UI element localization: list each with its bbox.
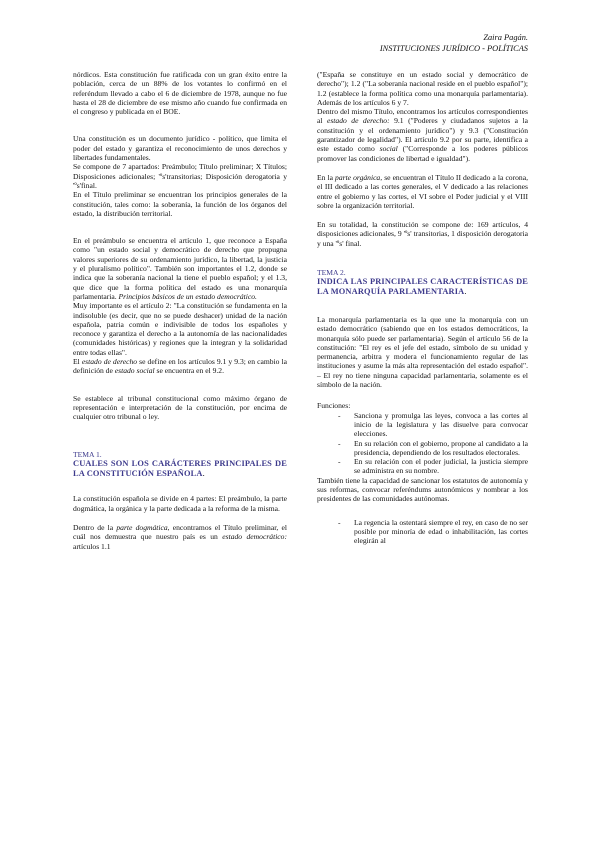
author-name: Zaira Pagán. [483,33,528,42]
paragraph: nórdicos. Esta constitución fue ratificada con un gran éxito entre la población, cerca de un 88% de los votantes lo confirmó en el referéndum llevado a cabo el 6 de diciembre de 1978, aunque no fue hasta el 28 de diciembre de ese mismo año cuando fue confirmada en el congreso y publicada en el BOE. [73,70,287,117]
paragraph: Se establece al tribunal constitucional como máximo órgano de representación e interpretación de la constitución, por encima de cualquier otro tribunal o ley. [73,393,287,422]
paragraph: ("España se constituye en un estado social y democrático de derecho"); 1.2 ("La soberanía nacional reside en el pueblo español"); 1.2 (establece la forma política como una monarquía parlamentaria). Además de los artículos 6 y 7. [317,70,528,107]
section-label: TEMA 2. [317,268,346,278]
left-column [73,70,287,551]
paragraph: La constitución española se divide en 4 partes: El preámbulo, la parte dogmática, la orgánica y la parte dedicada a la reforma de la misma. [73,494,287,513]
list-item: - La regencia la ostentará siempre el rey, en caso de no ser posible por minoría de edad o inhabilitación, las cortes elegirán al [338,517,528,546]
section-heading: CUALES SON LOS CARÁCTERES PRINCIPALES DE LA CONSTITUCIÓN ESPAÑOLA. [73,458,287,478]
paragraph: En el Título preliminar se encuentran los principios generales de la constitución, tales como: la soberanía, la función de los órganos del estado, la distribución territorial. [73,190,287,218]
list-label: Funciones: [317,401,351,411]
paragraph: También tiene la capacidad de sancionar los estatutos de autonomía y sus reformas, convocar referéndums autonómicos y nombrar a los presidentes de las comunidades autónomas. [317,475,528,504]
paragraph: En la parte orgánica, se encuentran el Título II dedicado a la corona, el III dedicado a las cortes generales, el V dedicado a las relaciones entre el gobierno y las cortes, el VI sobre el Poder judicial y el VIII sobre la organización territorial. [317,172,528,210]
paragraph: En el preámbulo se encuentra el artículo 1, que reconoce a España como "un estado social y democrático de derecho que propugna valores superiores de su ordenamiento jurídico, la libertad, la justicia y el pluralismo político". También son importantes el 1.2, donde se indica que la soberanía nacional la tiene el pueblo español; y el 1.3, que dice que la forma política del estado es una monarquía parlamentaria. Principios básicos de un estado democrático. [73,236,287,301]
paragraph: Dentro del mismo Título, encontramos los artículos correspondientes al estado de derecho: 9.1 ("Poderes y ciudadanos sujetos a la constitución y el ordenamiento jurídico") y 9.3 ("Constitución garantizador de legalidad"). El artículo 9.2 por su parte, identifica a este estado como social ("Corresponde a los poderes públicos promover las condiciones de libertad e igualdad"). [317,107,529,163]
paragraph: En su totalidad, la constitución se compone de: 169 artículos, 4 disposiciones adicionales, 9 'ºs' transitorias, 1 disposición derogatoria y una 'ºs' final. [317,220,528,248]
list-item: - Sanciona y promulga las leyes, convoca a las cortes al inicio de la legislatura y las disuelve para convocar elecciones. [338,410,528,439]
right-column [317,70,528,545]
functions-list [317,411,528,476]
list-item: - En su relación con el poder judicial, la justicia siempre se administra en su nombre. [338,457,528,476]
functions-list [317,518,528,546]
paragraph: Muy importante es el artículo 2: "La constitución se fundamenta en la indisoluble (es decir, que no se puede deshacer) unidad de la nación española, patria común e indivisible de todos los españoles y reconoce y garantiza el derecho a la autonomía de las nacionalidades (comunidades históricas) y regiones que la integran y la solidaridad entre todas ellas". [73,301,287,357]
section-heading: INDICA LAS PRINCIPALES CARACTERÍSTICAS DE LA MONARQUÍA PARLAMENTARIA. [317,277,528,297]
paragraph: Se compone de 7 apartados: Preámbulo; Título preliminar; X Títulos; Disposiciones adicionales; 'ºs'transitorias; Disposición derogatoria y 'ºs'final. [73,162,287,190]
page-header [380,33,528,54]
list-item: - En su relación con el gobierno, propone al candidato a la presidencia, dependiendo de los resultados electorales. [338,438,528,457]
paragraph: Dentro de la parte dogmática, encontramos el Título preliminar, el cuál nos demuestra que nuestro país es un estado democrático: artículos 1.1 [73,522,288,551]
paragraph: La monarquía parlamentaria es la que une la monarquía con un estado democrático (sabiendo que en los estados democráticos, la monarquía sólo puede ser parlamentaria). Según el artículo 56 de la constitución: "El rey es el jefe del estado, símbolo de su unidad y permanencia, arbitra y modera el funcionamiento regular de las instituciones y asume la más alta representación del estado español". – El rey no tiene ninguna capacidad parlamentaria, solamente es el símbolo de la nación. [317,314,528,390]
paragraph: El estado de derecho se define en los artículos 9.1 y 9.3; en cambio la definición de estado social se encuentra en el 9.2. [73,357,288,376]
section-label: TEMA 1. [73,449,102,459]
paragraph: Una constitución es un documento jurídico - político, que limita el poder del estado y garantiza el reconocimiento de unos derechos y libertades fundamentales. [73,134,287,163]
subject-title: INSTITUCIONES JURÍDICO - POLÍTICAS [379,43,528,53]
